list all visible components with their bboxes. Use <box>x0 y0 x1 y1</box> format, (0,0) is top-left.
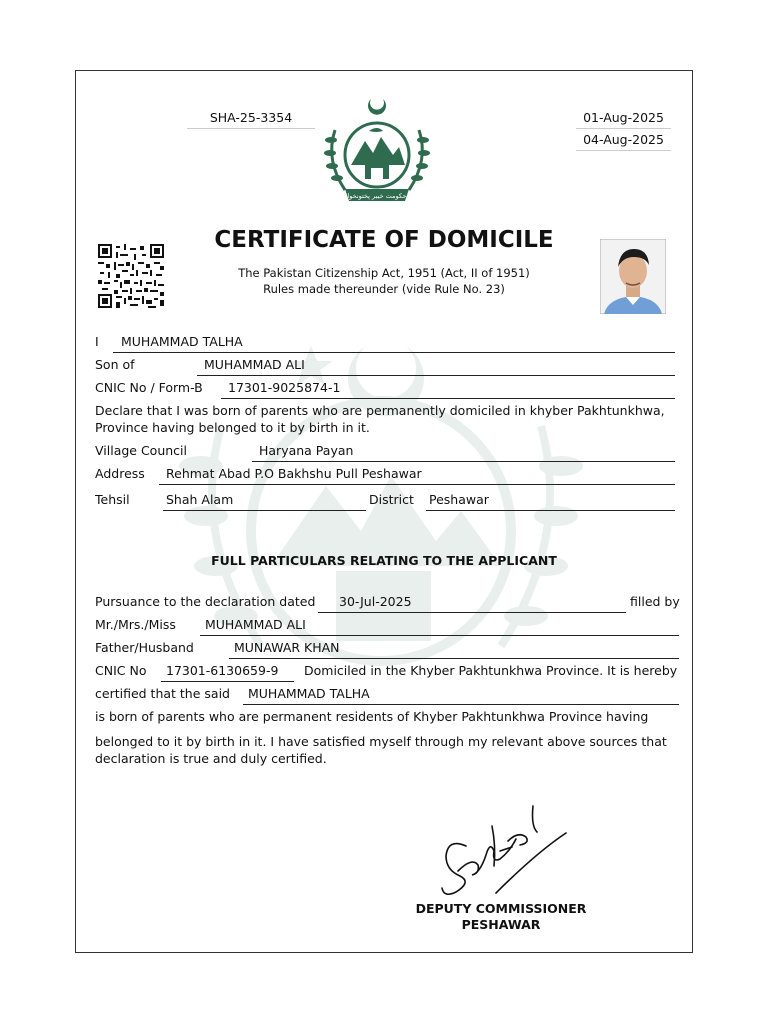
district-value: Peshawar <box>429 492 489 507</box>
tehsil-label: Tehsil <box>95 492 130 507</box>
mr-label: Mr./Mrs./Miss <box>95 617 176 632</box>
ref-underline <box>187 128 315 129</box>
date1-underline <box>576 128 671 129</box>
father-husband-underline <box>229 658 679 659</box>
village-label: Village Council <box>95 443 187 458</box>
cnic-underline <box>221 398 675 399</box>
particulars-heading: FULL PARTICULARS RELATING TO THE APPLICANT <box>211 553 557 568</box>
father-underline <box>197 375 675 376</box>
born-line: is born of parents who are permanent residents of Khyber Pakhtunkhwa Province having <box>95 709 649 724</box>
certified-underline <box>243 704 679 705</box>
signature-icon <box>436 801 571 896</box>
act-subtitle: The Pakistan Citizenship Act, 1951 (Act, II of 1951) <box>238 266 530 280</box>
rules-subtitle: Rules made thereunder (vide Rule No. 23) <box>263 282 505 296</box>
address-value: Rehmat Abad P.O Bakhshu Pull Peshawar <box>166 466 422 481</box>
address-label: Address <box>95 466 145 481</box>
certificate-sheet <box>75 70 693 953</box>
mr-underline <box>200 635 679 636</box>
declare-line-2: Province having belonged to it by birth in it. <box>95 420 370 435</box>
certified-name: MUHAMMAD TALHA <box>248 686 370 701</box>
signature-title-block <box>401 901 601 933</box>
certified-label: certified that the said <box>95 686 230 701</box>
father-name: MUHAMMAD ALI <box>204 357 305 372</box>
i-label: I <box>95 334 99 349</box>
emblem-icon <box>321 95 433 207</box>
belonged-line-1: belonged to it by birth in it. I have satisfied myself through my relevant above sources that <box>95 734 667 749</box>
applicant-cnic-value: 17301-6130659-9 <box>166 663 279 678</box>
declaration-date: 30-Jul-2025 <box>339 594 412 609</box>
father-husband-label: Father/Husband <box>95 640 194 655</box>
declare-line-1: Declare that I was born of parents who are permanently domiciled in khyber Pakhtunkhwa, <box>95 403 665 418</box>
tehsil-value: Shah Alam <box>166 492 234 507</box>
domiciled-text: Domiciled in the Khyber Pakhtunkhwa Province. It is hereby <box>304 663 678 678</box>
mr-value: MUHAMMAD ALI <box>205 617 306 632</box>
district-label: District <box>369 492 414 507</box>
date2-underline <box>576 150 671 151</box>
pursuance-label: Pursuance to the declaration dated <box>95 594 316 609</box>
father-husband-value: MUNAWAR KHAN <box>234 640 340 655</box>
certificate-title: CERTIFICATE OF DOMICILE <box>214 227 554 253</box>
village-value: Haryana Payan <box>259 443 354 458</box>
cnic-label: CNIC No / Form-B <box>95 380 203 395</box>
district-underline <box>426 510 675 511</box>
reference-number: SHA-25-3354 <box>209 110 293 125</box>
applicant-cnic-underline <box>161 681 294 682</box>
son-of-label: Son of <box>95 357 135 372</box>
decl-date-underline <box>318 612 626 613</box>
belonged-line-2: declaration is true and duly certified. <box>95 751 327 766</box>
applicant-name: MUHAMMAD TALHA <box>121 334 243 349</box>
signatory-location: PESHAWAR <box>461 917 541 932</box>
address-underline <box>159 484 675 485</box>
applicant-cnic-label: CNIC No <box>95 663 147 678</box>
print-date: 04-Aug-2025 <box>583 132 664 147</box>
name-underline <box>113 352 675 353</box>
filled-by-label: filled by <box>630 594 680 609</box>
village-underline <box>252 461 675 462</box>
emblem-text: حکومت خیبر پختونخوا <box>347 192 407 200</box>
issue-date: 01-Aug-2025 <box>583 110 664 125</box>
cnic-number: 17301-9025874-1 <box>228 380 341 395</box>
signatory-designation: DEPUTY COMMISSIONER <box>415 901 587 916</box>
tehsil-underline <box>163 510 366 511</box>
